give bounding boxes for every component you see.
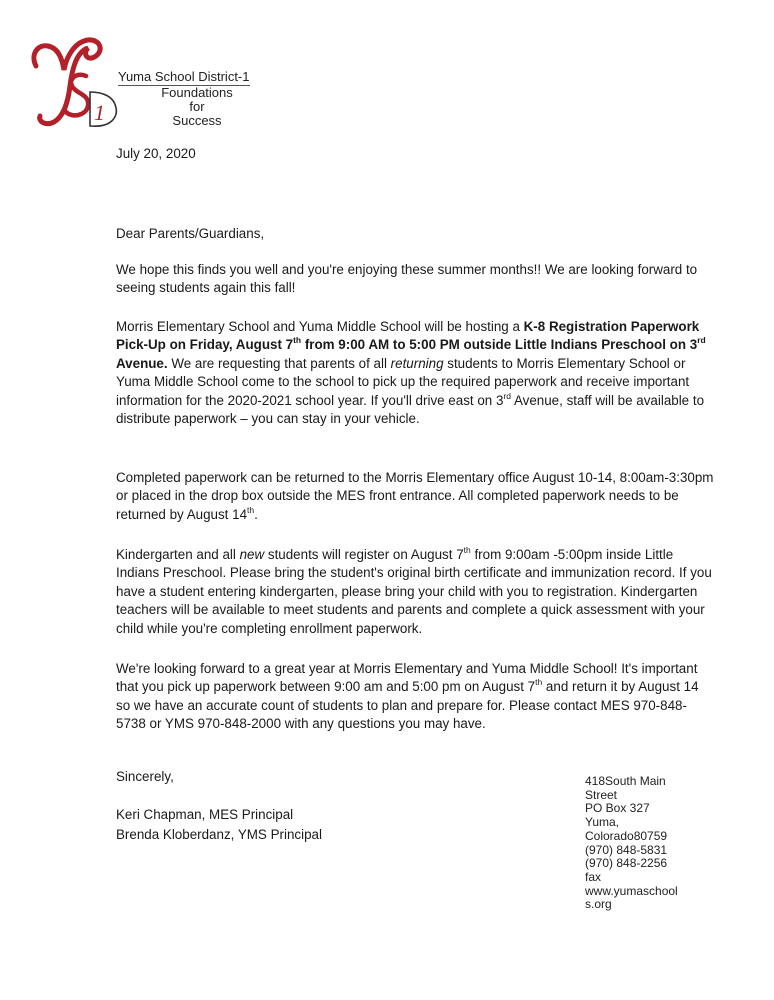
closing: Sincerely, [116, 769, 174, 784]
paragraph-contact: We're looking forward to a great year at Morris Elementary and Yuma Middle School! It's important that you pick up paperwork between 9:00 am and 5:00 pm on August 7th and return it by August 14 so we have an accurate count of students to plan and prepare for. Please contact MES 970-848-5738 or YMS 970-848-2000 with any questions you may have. [116, 661, 699, 732]
district-logo [28, 36, 128, 132]
letterhead [118, 70, 250, 128]
paragraph-pickup-event: Morris Elementary School and Yuma Middle School will be hosting a K-8 Registration Paperwork Pick-Up on Friday, August 7th from 9:00 AM to 5:00 PM outside Little Indians Preschool on 3rd Avenue. We are requesting that parents of all returning students to Morris Elementary School or Yuma Middle School come to the school to pick up the required paperwork and receive important information for the 2020-2021 school year. If you'll drive east on 3rd Avenue, staff will be available to distribute paperwork – you can stay in your vehicle. [116, 319, 706, 427]
address-line: PO Box 327 [585, 801, 650, 816]
address-line: (970) 848-5831 [585, 842, 668, 857]
letter-date: July 20, 2020 [116, 146, 196, 161]
address-line: Yuma, [585, 815, 620, 830]
district-name: Yuma School District-1 [118, 69, 250, 84]
logo-one-numeral: 1 [94, 100, 105, 125]
tagline-line1: Foundations for [161, 85, 233, 114]
paragraph-return-paperwork: Completed paperwork can be returned to the Morris Elementary office August 10-14, 8:00am-3:30pm or placed in the drop box outside the MES front entrance. All completed paperwork needs to be returned by August 14th. [116, 470, 714, 522]
tagline-line2: Success [172, 113, 222, 128]
address-line: 418South Main [585, 774, 666, 788]
paragraph-greeting: We hope this finds you well and you're enjoying these summer months!! We are looking forward to seeing students again this fall! [116, 262, 698, 296]
address-line: Street [585, 787, 618, 802]
tagline [152, 86, 250, 128]
address-line: Colorado80759 [585, 828, 668, 843]
district-address [585, 775, 735, 912]
signer-line: Brenda Kloberdanz, YMS Principal [116, 827, 322, 842]
salutation: Dear Parents/Guardians, [116, 226, 265, 241]
address-line: fax [585, 869, 602, 884]
signer-line: Keri Chapman, MES Principal [116, 807, 294, 822]
signature-block [116, 805, 322, 845]
address-line: (970) 848-2256 [585, 856, 668, 871]
paragraph-kindergarten: Kindergarten and all new students will register on August 7th from 9:00am -5:00pm inside Little Indians Preschool. Please bring the student's original birth certificate and immunization record. If you have a student entering kindergarten, please bring your child with you to registration. Kindergarten teachers will be available to meet students and parents and complete a quick assessment with your child while you're completing enrollment paperwork. [116, 545, 712, 636]
address-line: s.org [585, 897, 612, 912]
address-line: www.yumaschool [585, 883, 678, 898]
